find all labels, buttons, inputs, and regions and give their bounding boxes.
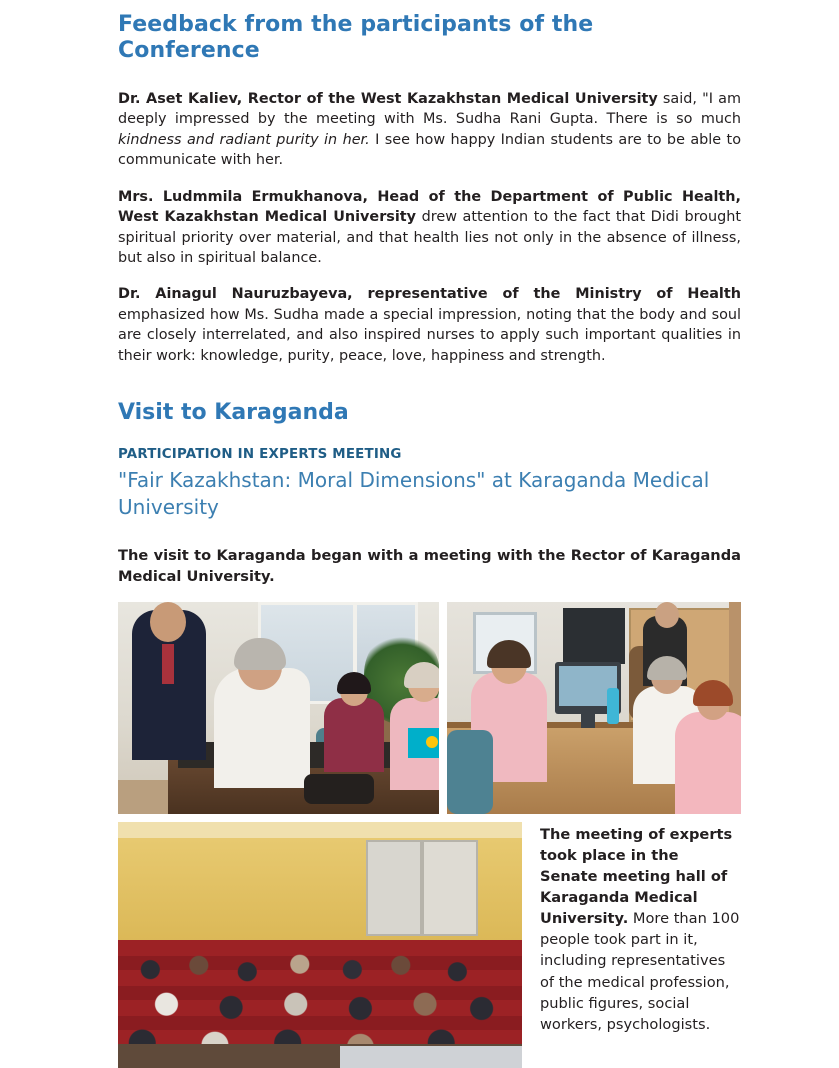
feedback-speaker-2-cont: , Head of the Department of Public Health, West Kazakhstan Medical University xyxy=(118,188,741,226)
feedback-speaker-2: Mrs. Ludmmila Ermukhanova xyxy=(118,188,363,205)
feedback-body-2: drew attention to the fact that Didi brought spiritual priority over material, and that health lies not only in the absence of illness, but also in spiritual balance. xyxy=(118,209,742,266)
photo-row-bottom xyxy=(118,822,741,1068)
visit-heading: Visit to Karaganda xyxy=(118,400,349,426)
feedback-speaker-3: Dr. Ainagul Nauruzbayeva, representative of the Ministry of Health xyxy=(118,286,741,303)
page-title: Feedback from the participants of the Conference xyxy=(118,12,594,64)
visit-subtitle: "Fair Kazakhstan: Moral Dimensions" at Karaganda Medical University xyxy=(118,468,710,520)
photo-row-top xyxy=(118,602,741,814)
feedback-connector-1: said, "I am deeply impressed by the meeting with Ms. Sudha Rani Gupta. There is so much xyxy=(118,90,742,128)
newsletter-page xyxy=(0,12,839,1036)
photo-caption xyxy=(540,822,741,1068)
photo-rector-meeting xyxy=(118,602,439,814)
feedback-speaker-1: Dr. Aset Kaliev, Rector of the West Kazakhstan Medical University xyxy=(118,90,658,107)
photo-senate-hall-audience xyxy=(118,822,522,1068)
photo-caption-bold: The meeting of experts took place in the Senate meeting hall of Karaganda Medical University. xyxy=(540,825,733,928)
photo-office-discussion xyxy=(447,602,741,814)
feedback-body-3: emphasized how Ms. Sudha made a special impression, noting that the body and soul are closely interrelated, and also inspired nurses to apply such important qualities in their work: knowledge, purity, peace, love, happiness and strength. xyxy=(118,306,741,364)
feedback-entry-2 xyxy=(118,187,741,269)
feedback-entry-1 xyxy=(118,89,741,171)
feedback-entry-3 xyxy=(118,284,741,366)
visit-lead: The visit to Karaganda began with a meeting with the Rector of Karaganda Medical University. xyxy=(118,547,741,586)
visit-kicker: PARTICIPATION IN EXPERTS MEETING xyxy=(118,447,402,463)
photo-caption-rest: More than 100 people took part in it, including representatives of the medical profession, public figures, social workers, psychologists. xyxy=(540,910,740,1033)
feedback-tail-1: I see how happy Indian students are to be able to communicate with her. xyxy=(118,131,741,169)
feedback-emphasis-1: kindness and radiant purity in her. xyxy=(118,131,370,148)
